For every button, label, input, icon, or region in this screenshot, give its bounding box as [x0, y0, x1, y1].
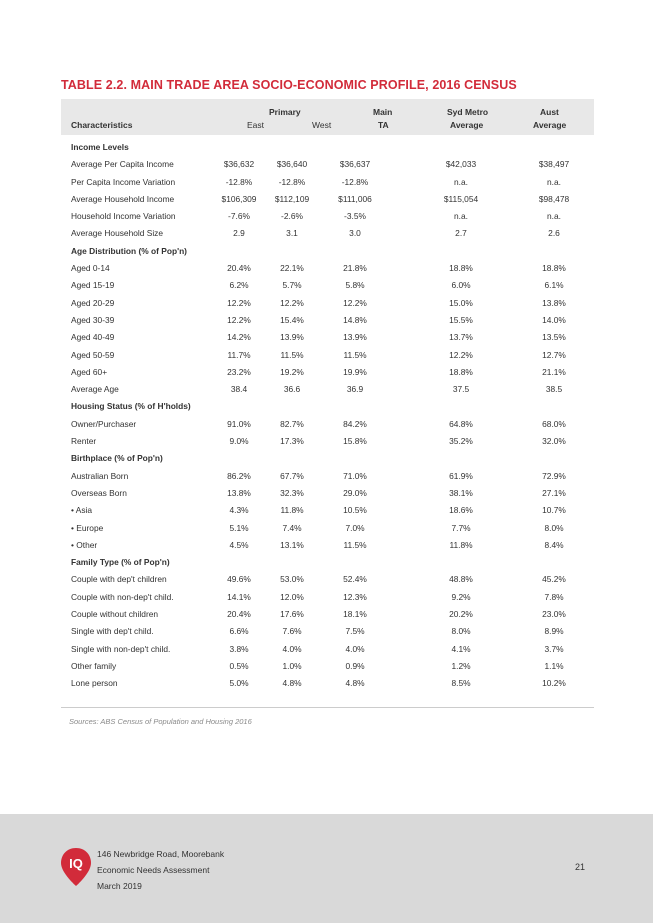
cell-col-2: -12.8% [278, 176, 306, 187]
cell-col-1: 14.1% [227, 591, 251, 602]
cell-col-2: 22.1% [280, 263, 304, 274]
cell-col-5: 3.7% [544, 643, 564, 654]
cell-col-3: 15.8% [343, 436, 367, 447]
cell-col-5: 8.4% [544, 539, 564, 550]
table-row [61, 520, 594, 537]
logo-text: IQ [69, 856, 83, 871]
cell-col-4: $115,054 [443, 193, 479, 204]
cell-col-4: 18.8% [449, 263, 473, 274]
cell-col-3: $111,006 [338, 193, 372, 204]
header-characteristics: Characteristics [71, 120, 133, 130]
cell-col-3: 71.0% [343, 470, 367, 481]
header-main: Main [373, 107, 393, 117]
row-label: Aged 20-29 [71, 297, 115, 308]
cell-col-3: -12.8% [341, 176, 369, 187]
cell-col-5: 72.9% [542, 470, 566, 481]
table-row [61, 312, 594, 329]
cell-col-1: -7.6% [228, 211, 250, 222]
row-label: Aged 40-49 [71, 332, 115, 343]
cell-col-1: 3.8% [229, 643, 249, 654]
table-row [61, 675, 594, 692]
table-row [61, 468, 594, 485]
footer-date: March 2019 [97, 881, 142, 891]
row-label: • Asia [71, 505, 93, 516]
table-row [61, 381, 594, 398]
row-label: Per Capita Income Variation [71, 176, 176, 187]
section-header-row [61, 243, 594, 260]
table-row [61, 225, 594, 242]
header-aust: Aust [540, 107, 559, 117]
cell-col-3: 13.9% [343, 332, 367, 343]
cell-col-2: 5.7% [282, 280, 302, 291]
cell-col-3: 11.5% [343, 539, 367, 550]
cell-col-3: 21.8% [343, 263, 367, 274]
row-label: Average Household Size [71, 228, 164, 239]
cell-col-4: 38.1% [449, 487, 473, 498]
cell-col-4: 8.0% [451, 626, 471, 637]
header-west: West [312, 120, 332, 130]
cell-col-1: 38.4 [230, 384, 248, 395]
cell-col-3: 4.8% [345, 678, 365, 689]
cell-col-2: 32.3% [280, 487, 304, 498]
cell-col-1: -12.8% [225, 176, 253, 187]
cell-col-2: $112,109 [274, 193, 310, 204]
cell-col-4: $42,033 [445, 159, 477, 170]
table-row [61, 537, 594, 554]
row-label: Lone person [71, 678, 118, 689]
cell-col-5: 8.9% [544, 626, 564, 637]
cell-col-5: 32.0% [542, 436, 566, 447]
cell-col-4: n.a. [454, 211, 468, 222]
table-row [61, 571, 594, 588]
cell-col-3: 12.3% [343, 591, 367, 602]
cell-col-4: 12.2% [449, 349, 473, 360]
row-label: Average Per Capita Income [71, 159, 174, 170]
cell-col-1: 20.4% [227, 609, 251, 620]
cell-col-3: 12.2% [343, 297, 367, 308]
cell-col-1: 9.0% [229, 436, 249, 447]
section-label: Birthplace (% of Pop'n) [71, 453, 163, 464]
table-header [61, 99, 594, 135]
cell-col-2: 11.5% [280, 349, 304, 360]
row-label: Household Income Variation [71, 211, 176, 222]
row-label: Australian Born [71, 470, 129, 481]
section-header-row [61, 398, 594, 415]
cell-col-3: 3.0 [349, 228, 361, 239]
cell-col-2: 82.7% [280, 418, 304, 429]
table-row [61, 502, 594, 519]
cell-col-4: 15.0% [449, 297, 473, 308]
cell-col-3: 11.5% [343, 349, 367, 360]
table-row [61, 641, 594, 658]
cell-col-5: 14.0% [542, 314, 566, 325]
table-body [61, 139, 594, 693]
cell-col-4: 1.2% [451, 660, 471, 671]
table-row [61, 485, 594, 502]
table-row [61, 174, 594, 191]
cell-col-1: 49.6% [227, 574, 251, 585]
row-label: Aged 0-14 [71, 263, 110, 274]
cell-col-1: 13.8% [227, 487, 251, 498]
cell-col-4: 18.6% [449, 505, 473, 516]
cell-col-3: 5.8% [345, 280, 365, 291]
table-row [61, 295, 594, 312]
cell-col-2: 12.0% [280, 591, 304, 602]
cell-col-2: 3.1 [286, 228, 298, 239]
cell-col-1: $36,632 [223, 159, 255, 170]
cell-col-1: 4.5% [229, 539, 249, 550]
header-east: East [247, 120, 265, 130]
cell-col-2: 1.0% [282, 660, 302, 671]
cell-col-4: 11.8% [449, 539, 473, 550]
cell-col-2: 12.2% [280, 297, 304, 308]
row-label: Renter [71, 436, 97, 447]
row-label: Single with non-dep't child. [71, 643, 171, 654]
cell-col-5: 23.0% [542, 609, 566, 620]
row-label: • Other [71, 539, 98, 550]
header-syd-metro: Syd Metro [447, 107, 489, 117]
cell-col-2: 13.9% [280, 332, 304, 343]
cell-col-4: 15.5% [449, 314, 473, 325]
cell-col-3: 84.2% [343, 418, 367, 429]
cell-col-5: 2.6 [548, 228, 560, 239]
row-label: Overseas Born [71, 487, 127, 498]
cell-col-3: 4.0% [345, 643, 365, 654]
cell-col-4: 8.5% [451, 678, 471, 689]
cell-col-2: 7.4% [282, 522, 302, 533]
cell-col-5: 10.7% [542, 505, 566, 516]
cell-col-2: -2.6% [281, 211, 303, 222]
cell-col-2: 53.0% [280, 574, 304, 585]
cell-col-5: 12.7% [542, 349, 566, 360]
row-label: Aged 30-39 [71, 314, 115, 325]
cell-col-1: 6.2% [229, 280, 249, 291]
row-label: Other family [71, 660, 117, 671]
cell-col-1: 23.2% [227, 366, 251, 377]
cell-col-5: 7.8% [544, 591, 564, 602]
cell-col-4: n.a. [454, 176, 468, 187]
section-label: Family Type (% of Pop'n) [71, 557, 170, 568]
table-row [61, 191, 594, 208]
footer-report-title: Economic Needs Assessment [97, 865, 210, 875]
section-label: Income Levels [71, 142, 129, 152]
cell-col-5: 38.5 [545, 384, 563, 395]
cell-col-1: 86.2% [227, 470, 251, 481]
cell-col-2: 4.8% [282, 678, 302, 689]
cell-col-2: 17.6% [280, 609, 304, 620]
iq-logo-icon [60, 847, 92, 887]
cell-col-3: 7.0% [345, 522, 365, 533]
cell-col-2: 19.2% [280, 366, 304, 377]
table-row [61, 277, 594, 294]
section-header-row [61, 139, 594, 156]
cell-col-2: 17.3% [280, 436, 304, 447]
cell-col-1: 6.6% [229, 626, 249, 637]
cell-col-1: 91.0% [227, 418, 251, 429]
cell-col-5: 8.0% [544, 522, 564, 533]
row-label: Single with dep't child. [71, 626, 154, 637]
cell-col-3: 18.1% [343, 609, 367, 620]
section-label: Age Distribution (% of Pop'n) [71, 245, 187, 256]
cell-col-2: $36,640 [276, 159, 308, 170]
cell-col-1: $106,309 [221, 193, 257, 204]
header-ta: TA [378, 120, 389, 130]
cell-col-5: 1.1% [544, 660, 564, 671]
cell-col-3: 14.8% [343, 314, 367, 325]
cell-col-4: 7.7% [451, 522, 471, 533]
cell-col-4: 13.7% [449, 332, 473, 343]
cell-col-1: 20.4% [227, 263, 251, 274]
cell-col-2: 36.6 [283, 384, 301, 395]
header-aust-average: Average [533, 120, 567, 130]
table-row [61, 433, 594, 450]
table-row [61, 416, 594, 433]
cell-col-5: 13.8% [542, 297, 566, 308]
row-label: Owner/Purchaser [71, 418, 137, 429]
cell-col-3: 19.9% [343, 366, 367, 377]
cell-col-1: 4.3% [229, 505, 249, 516]
row-label: Average Household Income [71, 193, 175, 204]
table-row [61, 156, 594, 173]
cell-col-3: 7.5% [345, 626, 365, 637]
cell-col-5: $98,478 [538, 193, 570, 204]
cell-col-4: 61.9% [449, 470, 473, 481]
section-label: Housing Status (% of H'holds) [71, 401, 191, 412]
cell-col-2: 13.1% [280, 539, 304, 550]
cell-col-3: 36.9 [346, 384, 364, 395]
table-row [61, 347, 594, 364]
cell-col-4: 9.2% [451, 591, 471, 602]
cell-col-1: 12.2% [227, 314, 251, 325]
section-header-row [61, 450, 594, 467]
cell-col-4: 64.8% [449, 418, 473, 429]
cell-col-5: 45.2% [542, 574, 566, 585]
row-label: Couple without children [71, 609, 159, 620]
table-source: Sources: ABS Census of Population and Housing 2016 [69, 717, 252, 726]
cell-col-1: 2.9 [233, 228, 245, 239]
section-header-row [61, 554, 594, 571]
footer-address: 146 Newbridge Road, Moorebank [97, 849, 225, 859]
table-row [61, 589, 594, 606]
cell-col-5: $38,497 [538, 159, 570, 170]
cell-col-5: 27.1% [542, 487, 566, 498]
row-label: Couple with non-dep't child. [71, 591, 174, 602]
cell-col-4: 48.8% [449, 574, 473, 585]
cell-col-3: $36,637 [339, 159, 371, 170]
cell-col-1: 0.5% [229, 660, 249, 671]
cell-col-3: 52.4% [343, 574, 367, 585]
row-label: Couple with dep't children [71, 574, 167, 585]
table-row [61, 329, 594, 346]
row-label: Aged 50-59 [71, 349, 115, 360]
cell-col-5: 10.2% [542, 678, 566, 689]
cell-col-1: 5.0% [229, 678, 249, 689]
cell-col-3: -3.5% [344, 211, 366, 222]
row-label: Average Age [71, 384, 119, 395]
cell-col-5: n.a. [547, 211, 561, 222]
cell-col-1: 12.2% [227, 297, 251, 308]
row-label: Aged 60+ [71, 366, 108, 377]
cell-col-3: 10.5% [343, 505, 367, 516]
cell-col-5: 6.1% [544, 280, 564, 291]
cell-col-3: 29.0% [343, 487, 367, 498]
header-syd-average: Average [450, 120, 484, 130]
cell-col-5: 68.0% [542, 418, 566, 429]
cell-col-4: 35.2% [449, 436, 473, 447]
row-label: • Europe [71, 522, 104, 533]
table-bottom-rule [61, 707, 594, 708]
header-primary: Primary [269, 107, 301, 117]
cell-col-2: 11.8% [280, 505, 304, 516]
cell-col-4: 2.7 [455, 228, 467, 239]
cell-col-1: 14.2% [227, 332, 251, 343]
page-number: 21 [575, 862, 586, 872]
cell-col-5: n.a. [547, 176, 561, 187]
row-label: Aged 15-19 [71, 280, 115, 291]
cell-col-4: 20.2% [449, 609, 473, 620]
cell-col-2: 15.4% [280, 314, 304, 325]
cell-col-5: 13.5% [542, 332, 566, 343]
table-row [61, 208, 594, 225]
cell-col-1: 5.1% [229, 522, 249, 533]
cell-col-2: 67.7% [280, 470, 304, 481]
cell-col-3: 0.9% [345, 660, 365, 671]
table-row [61, 260, 594, 277]
cell-col-5: 21.1% [542, 366, 566, 377]
table-row [61, 623, 594, 640]
cell-col-4: 37.5 [452, 384, 470, 395]
cell-col-4: 6.0% [451, 280, 471, 291]
table-row [61, 606, 594, 623]
cell-col-4: 18.8% [449, 366, 473, 377]
cell-col-2: 4.0% [282, 643, 302, 654]
cell-col-2: 7.6% [282, 626, 302, 637]
table-row [61, 658, 594, 675]
table-row [61, 364, 594, 381]
cell-col-4: 4.1% [451, 643, 471, 654]
cell-col-1: 11.7% [227, 349, 251, 360]
table-title: TABLE 2.2. MAIN TRADE AREA SOCIO-ECONOMIC PROFILE, 2016 CENSUS [61, 78, 517, 92]
cell-col-5: 18.8% [542, 263, 566, 274]
